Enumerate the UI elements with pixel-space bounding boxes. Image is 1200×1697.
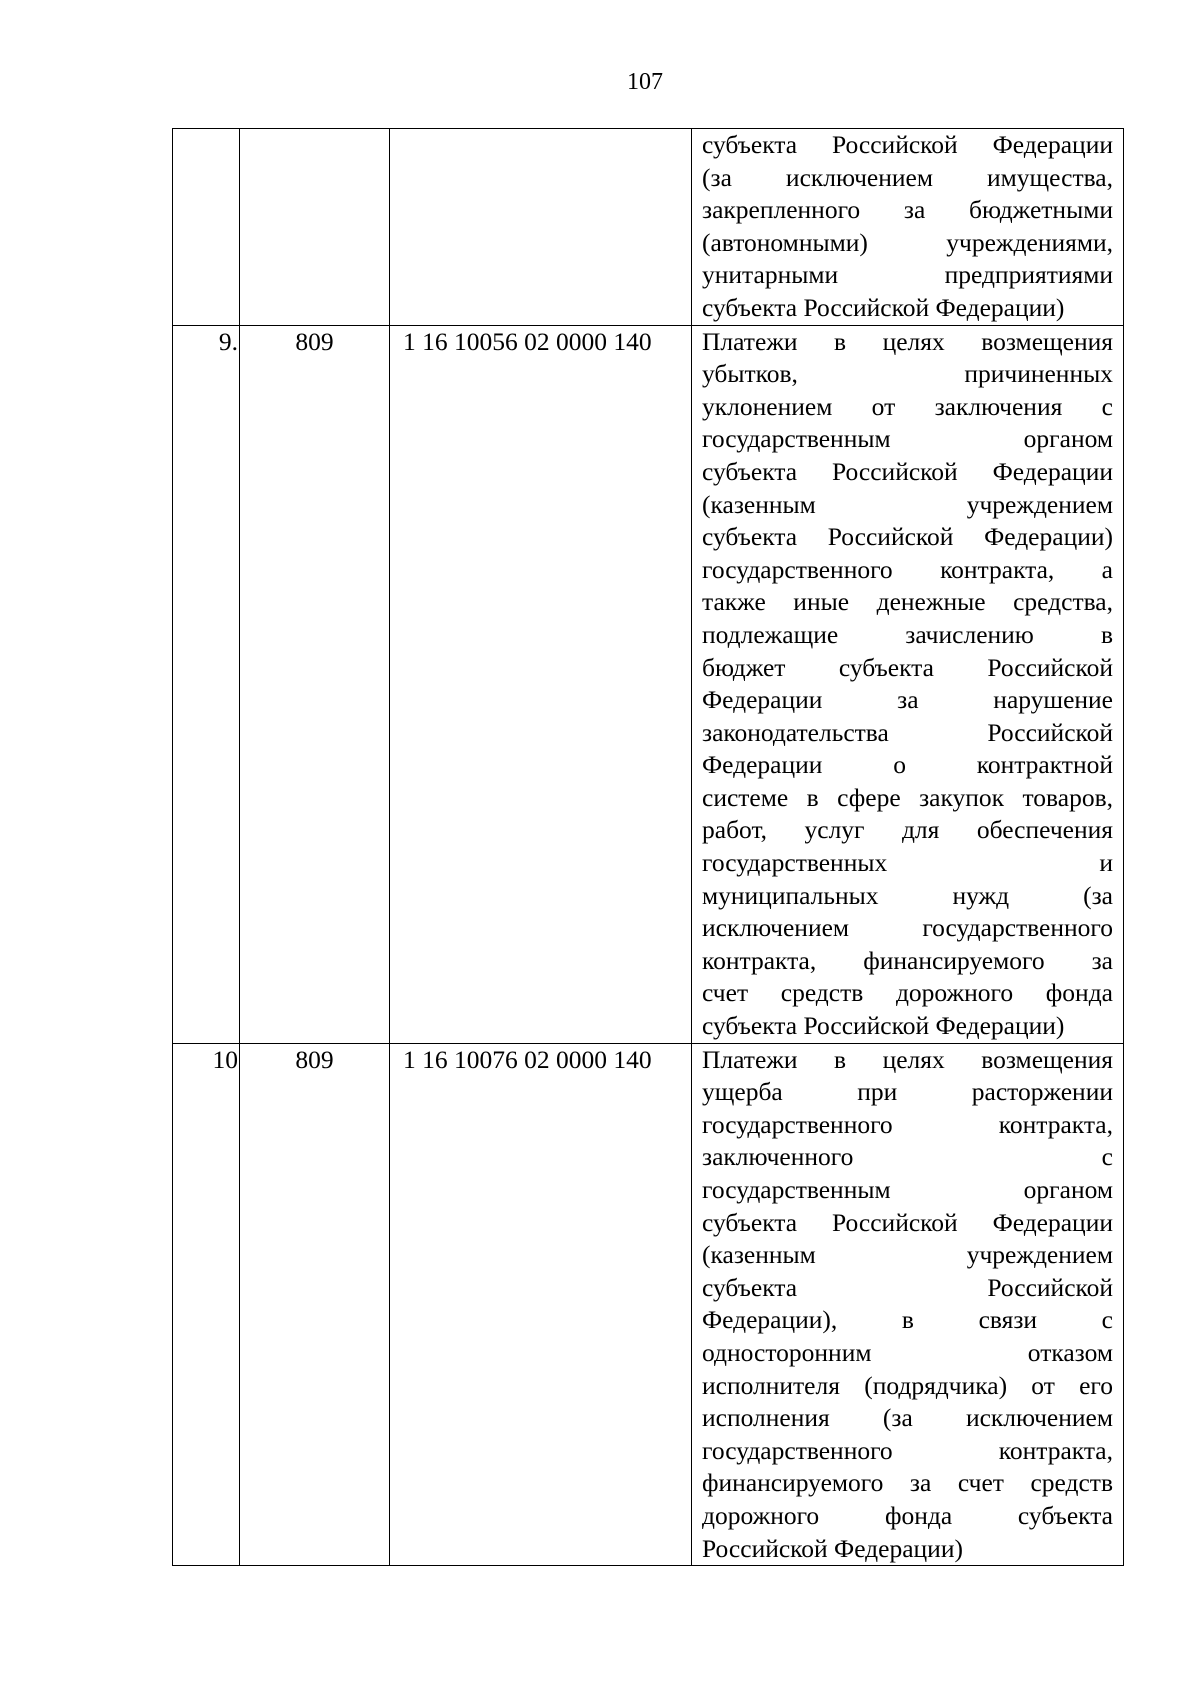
description-line: государственным органом (702, 424, 1113, 454)
description-line: субъекта Российской Федерации) (702, 522, 1113, 552)
description-line: убытков, причиненных (702, 359, 1113, 389)
description-line: законодательства Российской (702, 717, 1113, 747)
administrator-code: 809 (240, 1043, 390, 1566)
administrator-code: 809 (240, 325, 390, 1043)
budget-codes-table (172, 128, 1124, 1566)
description-line: работ, услуг для обеспечения (702, 815, 1113, 845)
description-line: субъекта Российской Федерации) (702, 292, 1065, 322)
description-line: (казенным учреждением (702, 1240, 1113, 1270)
description-line: муниципальных нужд (за (702, 880, 1113, 910)
description-line: субъекта Российской Федерации) (702, 1011, 1065, 1041)
description-line: Платежи в целях возмещения (702, 326, 1113, 356)
description-line: заключенного с (702, 1142, 1113, 1172)
description-line: Платежи в целях возмещения (702, 1044, 1113, 1074)
description-line: исполнителя (подрядчика) от его (702, 1370, 1113, 1400)
table-row (173, 325, 1124, 1043)
table-row (173, 1043, 1124, 1566)
row-number: 9. (173, 325, 240, 1043)
description-line: субъекта Российской Федерации (702, 130, 1113, 159)
description-line: уклонением от заключения с (702, 391, 1113, 421)
budget-classification-code: 1 16 10056 02 0000 140 (390, 325, 692, 1043)
description-line: (за исключением имущества, (702, 162, 1113, 192)
description-line: бюджет субъекта Российской (702, 652, 1113, 682)
description-line: дорожного фонда субъекта (702, 1500, 1113, 1530)
description-line: (автономными) учреждениями, (702, 227, 1113, 257)
table-row (173, 129, 1124, 326)
description-line: (казенным учреждением (702, 489, 1113, 519)
description-line: односторонним отказом (702, 1337, 1113, 1367)
description-line: Российской Федерации) (702, 1533, 963, 1563)
administrator-code (240, 129, 390, 326)
description-line: счет средств дорожного фонда (702, 978, 1113, 1008)
row-number: 10 (173, 1043, 240, 1566)
description-line: государственного контракта, (702, 1109, 1113, 1139)
description-line: системе в сфере закупок товаров, (702, 782, 1113, 812)
description-line: субъекта Российской Федерации (702, 456, 1113, 486)
page-number: 107 (627, 69, 663, 95)
description-line: исполнения (за исключением (702, 1403, 1113, 1433)
income-description (692, 1043, 1124, 1566)
description-line: субъекта Российской Федерации (702, 1207, 1113, 1237)
budget-classification-code (390, 129, 692, 326)
description-line: государственных и (702, 848, 1113, 878)
description-line: ущерба при расторжении (702, 1077, 1113, 1107)
description-line: также иные денежные средства, (702, 587, 1113, 617)
description-line: Федерации о контрактной (702, 750, 1113, 780)
description-line: Федерации), в связи с (702, 1305, 1113, 1335)
budget-classification-code: 1 16 10076 02 0000 140 (390, 1043, 692, 1566)
description-line: субъекта Российской (702, 1272, 1113, 1302)
description-line: закрепленного за бюджетными (702, 195, 1113, 225)
income-description (692, 325, 1124, 1043)
description-line: исключением государственного (702, 913, 1113, 943)
description-line: контракта, финансируемого за (702, 945, 1113, 975)
description-line: государственного контракта, а (702, 554, 1113, 584)
row-number (173, 129, 240, 326)
description-line: государственным органом (702, 1175, 1113, 1204)
description-line: государственного контракта, (702, 1435, 1113, 1465)
description-line: унитарными предприятиями (702, 260, 1113, 290)
description-line: Федерации за нарушение (702, 685, 1113, 715)
description-line: подлежащие зачислению в (702, 619, 1113, 649)
description-line: финансируемого за счет средств (702, 1468, 1113, 1498)
income-description (692, 129, 1124, 326)
